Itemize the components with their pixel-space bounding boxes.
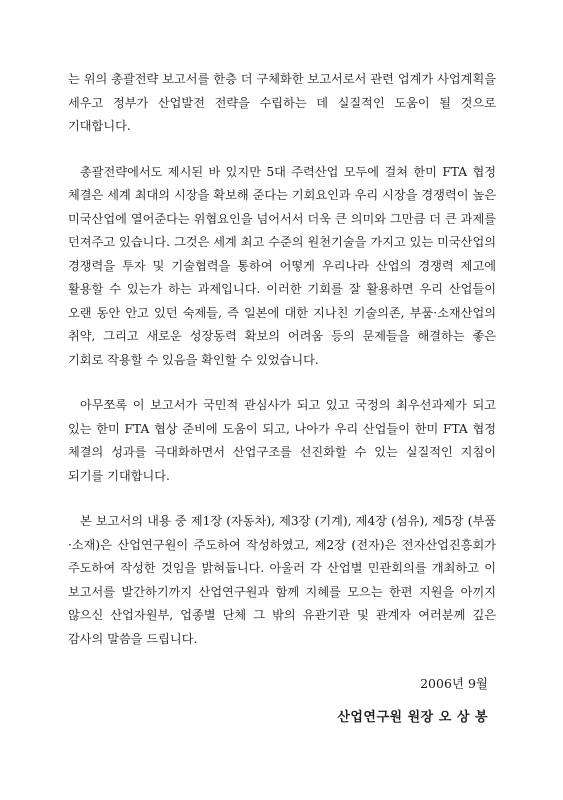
paragraph-fta-significance: 총괄전략에서도 제시된 바 있지만 5대 주력산업 모두에 걸쳐 한미 FTA 협정 체결은 세계 최대의 시장을 확보해 준다는 기회요인과 우리 시장을 경쟁력이 높은 미국산업에 열어준다는 위협요인을 넘어서서 더욱 큰 의미와 그만큼 더 큰 과제를 던져주고 있습니다. 그것은 세계 최고 수준의 원천기술을 가지고 있는 미국산업의 경쟁력을 투자 및 기술협력을 통하여 어떻게 우리나라 산업의 경쟁력 제고에 활용할 수 있는가 하는 과제입니다. 이러한 기회를 잘 활용하면 우리 산업들이 오랜 동안 안고 있던 숙제들, 즉 일본에 대한 지나친 기술의존, 부품·소재산업의 취약, 그리고 새로운 성장동력 확보의 어려움 등의 문제들을 해결하는 좋은 기회로 작용할 수 있음을 확인할 수 있었습니다.	[68, 164, 496, 367]
paragraph-expectation: 아무쪼록 이 보고서가 국민적 관심사가 되고 있고 국정의 최우선과제가 되고 있는 한미 FTA 협상 준비에 도움이 되고, 나아가 우리 산업들이 한미 FTA 협정 체결의 성과를 극대화하면서 산업구조를 선진화할 수 있는 실질적인 지침이 되기를 기대합니다.	[68, 398, 496, 483]
document-page	[68, 68, 496, 729]
paragraph-intro: 는 위의 총괄전략 보고서를 한층 더 구체화한 보고서로서 관련 업계가 사업계획을 세우고 정부가 산업발전 전략을 수립하는 데 실질적인 도움이 될 것으로 기대합니다.	[68, 72, 496, 133]
paragraph-acknowledgement: 본 보고서의 내용 중 제1장 (자동차), 제3장 (기계), 제4장 (섬유), 제5장 (부품·소재)은 산업연구원이 주도하여 작성하였고, 제2장 (전자)은 전자산업진흥회가 주도하여 작성한 것임을 밝혀둡니다. 아울러 각 산업별 민관회의를 개최하고 이 보고서를 발간하기까지 산업연구원과 함께 지혜를 모으는 한편 지원을 아끼지 않으신 산업자원부, 업종별 단체 그 밖의 유관기관 및 관계자 여러분께 깊은 감사의 말씀을 드립니다.	[68, 514, 496, 646]
document-date: 2006년 9월	[420, 676, 488, 691]
author-signature: 산업연구원 원장 오 상 봉	[337, 710, 488, 725]
